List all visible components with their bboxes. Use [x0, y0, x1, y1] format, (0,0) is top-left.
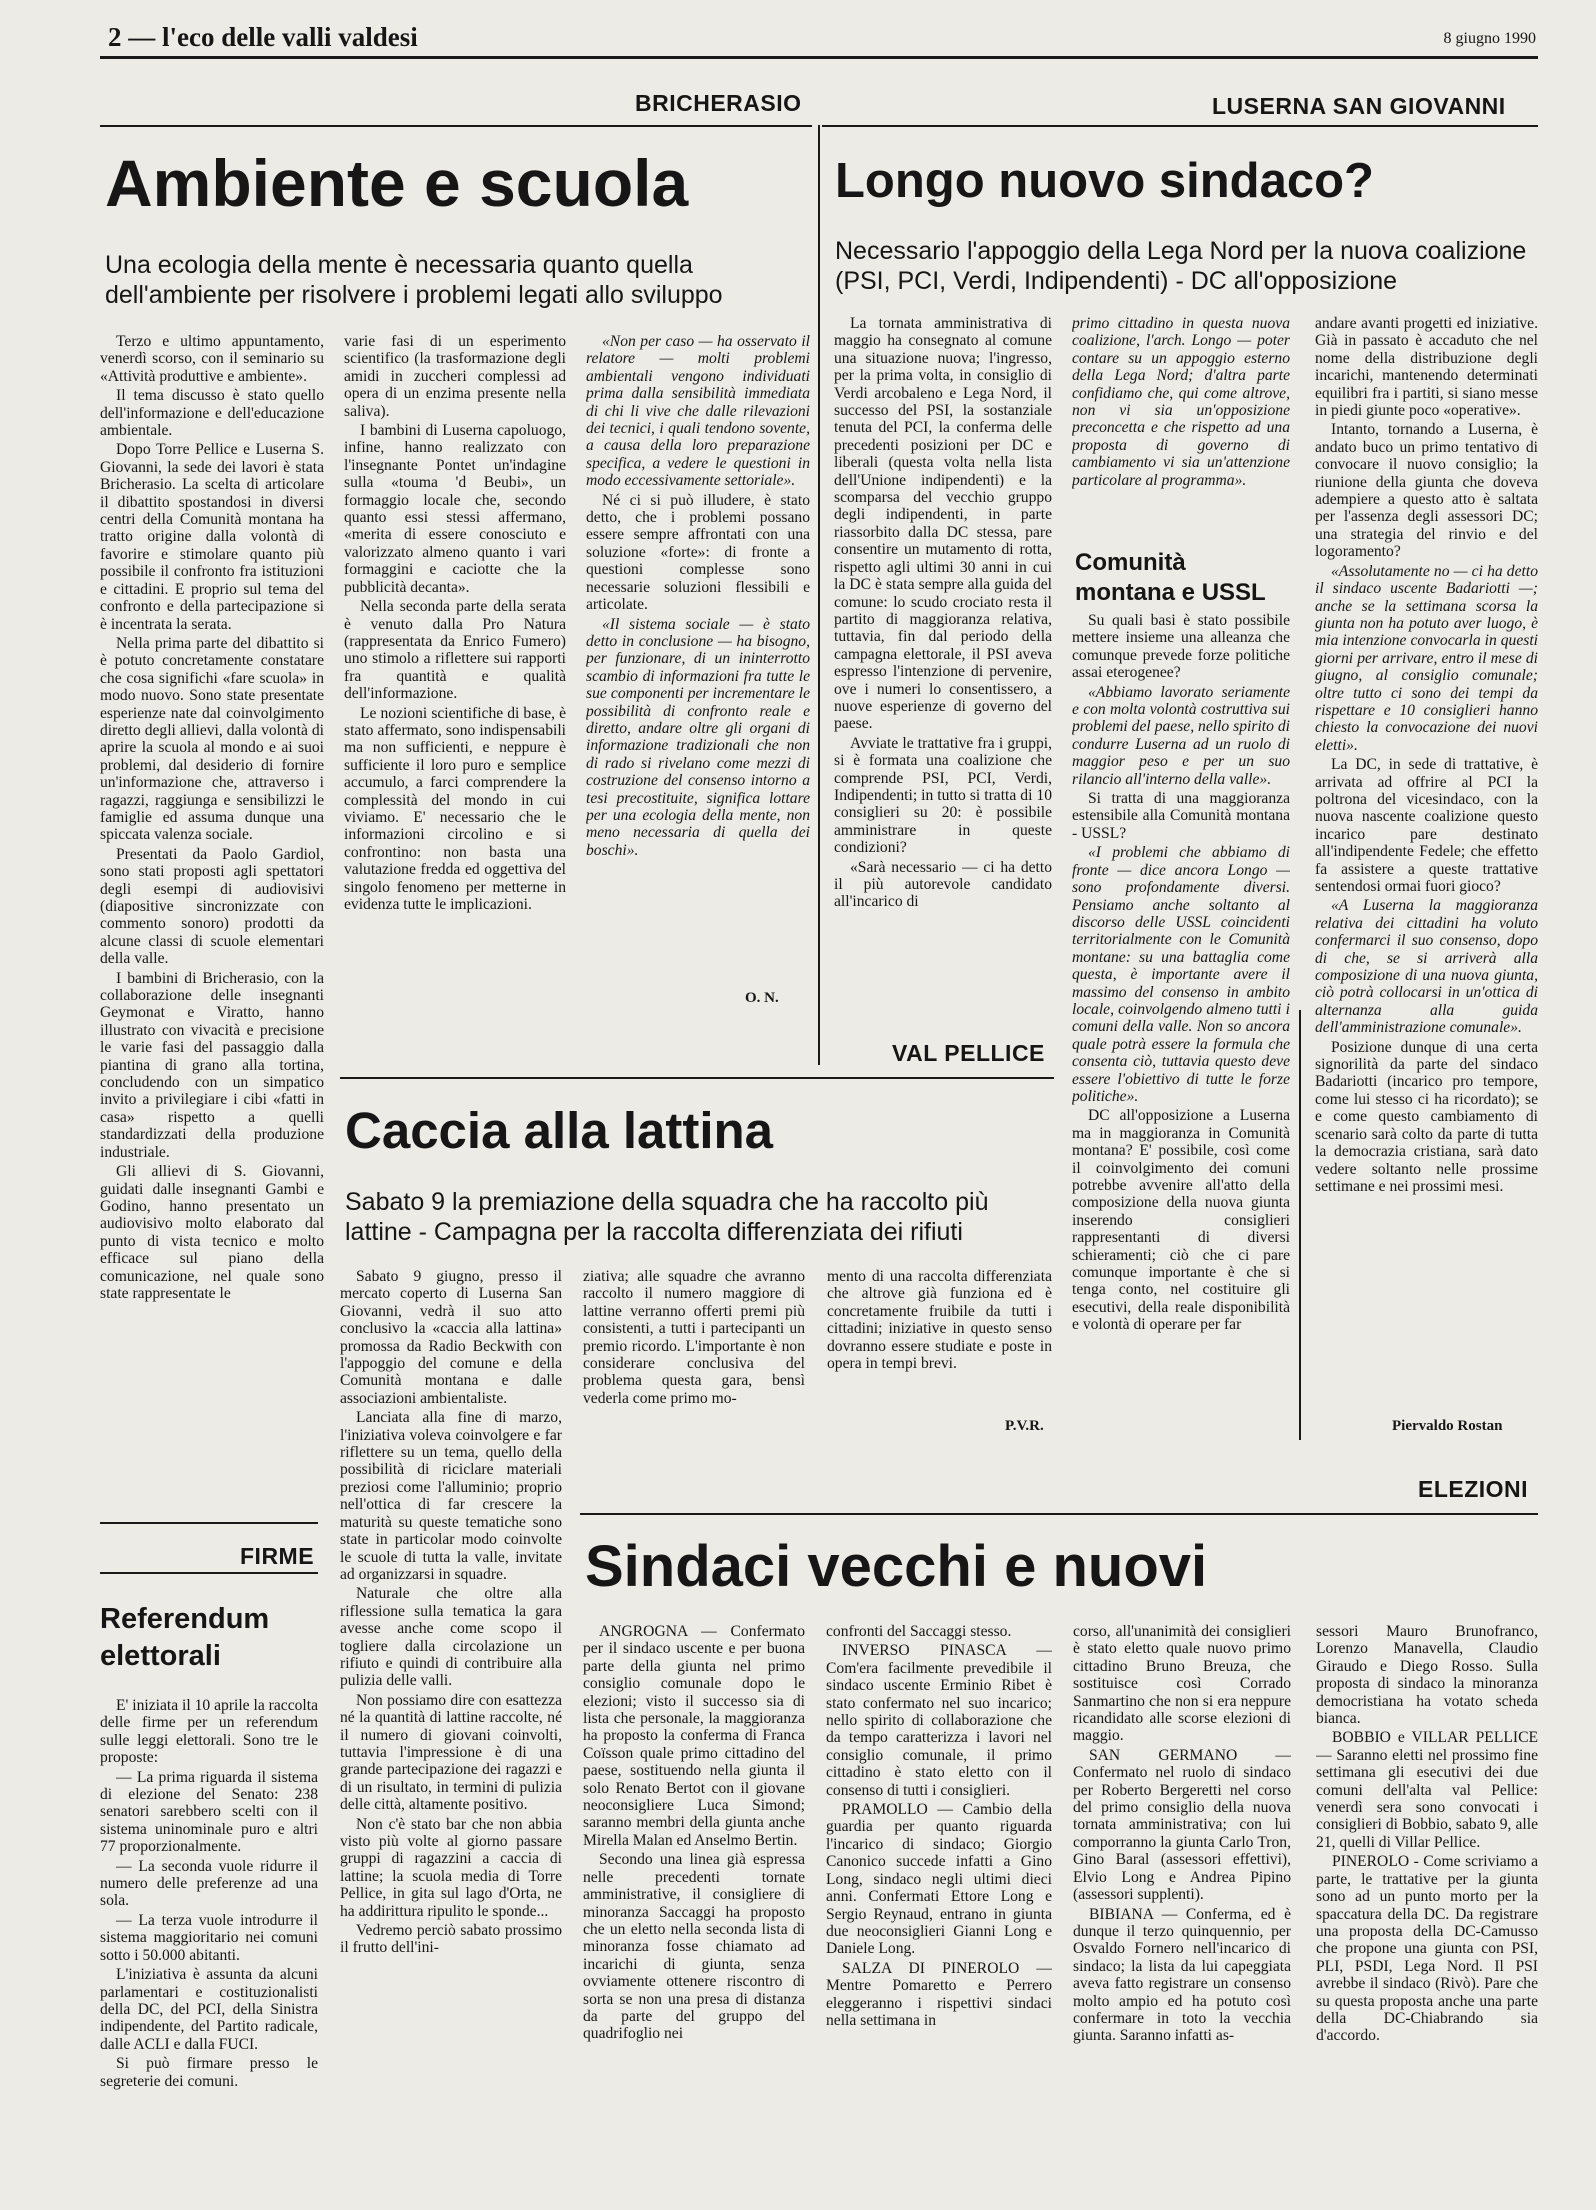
col-sindaci-2: [826, 1623, 1052, 2210]
paragraph: sessori Mauro Brunofranco, Lorenzo Manavella, Claudio Giraudo e Diego Rosso. Sulla proposta di sindaco la minoranza democristiana ha votato scheda bianca.: [1316, 1623, 1538, 1728]
col-longo-3: [1315, 315, 1538, 1423]
paragraph: La tornata amministrativa di maggio ha consegnato al comune una situazione nuova; l'ingresso, per la prima volta, in consiglio di Verdi arcobaleno e Lega Nord, il successo del PSI, la sostanziale tenuta del PCI, la conferma delle precedenti posizioni per DC e liberali (questa volta nella lista dell'Unione indipendenti) e la scomparsa del vecchio gruppo degli indipendenti, in parte riassorbito dalla DC stessa, pare consentire un mutamento di rotta, rispetto agli ultimi 30 anni in cui la DC è stata sempre alla guida del comune: lo scudo crociato resta il partito di maggioranza relativa, tuttavia, fin dal periodo della campagna elettorale, il PSI aveva espresso l'intenzione di pervenire, ove i numeri lo consentissero, a nuove esperienze di governo del paese.: [834, 315, 1052, 733]
paragraph: Non c'è stato bar che non abbia visto più volte al giorno passare gruppi di ragazzini a caccia di lattine; la scuola media di Torre Pellice, in gita sul lago d'Orta, ne ha addirittura ripulito le sponde...: [340, 1815, 562, 1920]
paragraph: SALZA DI PINEROLO — Mentre Pomaretto e Perrero eleggeranno i rispettivi sindaci nella settimana in: [826, 1959, 1052, 2029]
signature-rostan: Piervaldo Rostan: [1392, 1418, 1503, 1434]
paragraph: — La prima riguarda il sistema di elezione del Senato: 238 senatori sarebbero scelti con il sistema uninominale puro e altri 77 proporzionalmente.: [100, 1768, 318, 1856]
paragraph: Lanciata alla fine di marzo, l'iniziativa voleva coinvolgere e far riflettere su un tema, quello della possibilità di riciclare materiali preziosi come l'alluminio; proprio nell'ottica di far crescere la maturità su queste tematiche sono state in particolar modo coinvolte le scuole di tutta la valle, invitate ad organizzarsi in squadre.: [340, 1409, 562, 1583]
col-caccia-2: [583, 1268, 805, 1413]
column-divider: [818, 125, 820, 1065]
paragraph: «Assolutamente no — ci ha detto il sindaco uscente Badariotti —; anche se la settimana scorsa la giunta non ha potuto aver luogo, è mia intenzione convocarla in questi giorni per arrivare, entro il mese di giugno, al consiglio comunale; oltre tutto ci sono dei tempi da rispettare e 10 consiglieri hanno chiesto la convocazione dei nuovi eletti».: [1315, 562, 1538, 754]
headline-longo: Longo nuovo sindaco?: [835, 154, 1374, 208]
paragraph: Il tema discusso è stato quello dell'informazione e dell'educazione ambientale.: [100, 387, 324, 440]
paragraph: mento di una raccolta differenziata che altrove già funziona ed è concretamente fruibile da tutti i cittadini; iniziative in questo senso dovranno essere studiate e poste in opera in tempi brevi.: [827, 1268, 1052, 1373]
kicker-luserna: LUSERNA SAN GIOVANNI: [1212, 93, 1506, 119]
deck-ambiente: Una ecologia della mente è necessaria quanto quella dell'ambiente per risolvere i problemi legati allo sviluppo: [105, 251, 723, 309]
paragraph: Nella seconda parte della serata è venuto dalla Pro Natura (rappresentata da Enrico Fumero) uno stimolo a riflettere sui rapporti fra quantità e qualità dell'informazione.: [344, 598, 566, 703]
paragraph: L'iniziativa è assunta da alcuni parlamentari e costituzionalisti della DC, del PCI, della Sinistra indipendente, del Partito radicale, dalle ACLI e dalla FUCI.: [100, 1966, 318, 2053]
headline-caccia: Caccia alla lattina: [345, 1102, 774, 1159]
paragraph: Nella prima parte del dibattito si è potuto concretamente constatare che cosa significhi «fare scuola» in modo nuovo. Sono state presentate esperienze nate dal coinvolgimento diretto degli allievi, dalla volontà di aprire la scuola al mondo e ai suoi problemi, dal desiderio di fornire un'informazione che, attraverso i ragazzi, raggiunga e sensibilizzi le famiglie ed assuma dunque una spiccata valenza sociale.: [100, 634, 324, 844]
signature-on: O. N.: [745, 990, 779, 1006]
signature-pvr: P.V.R.: [1005, 1418, 1044, 1434]
paragraph: ziativa; alle squadre che avranno raccolto il numero maggiore di lattine verranno offerti premi più consistenti, a tutti i partecipanti un premio ricordo. L'importante è non considerare conclusiva del problema questa gara, bensì vederla come primo mo-: [583, 1268, 805, 1407]
kicker-bricherasio: BRICHERASIO: [635, 90, 802, 116]
paragraph: «Non per caso — ha osservato il relatore — molti problemi ambientali vengono individuati prima dalla sensibilità immediata di chi li vive che dalle rilevazioni dei tecnici, i quali tendono sovente, a causa della loro preparazione specifica, a vedere le questioni in modo eccessivamente settoriale».: [586, 333, 810, 490]
paragraph: Presentati da Paolo Gardiol, sono stati proposti agli spettatori degli esempi di audiovisivi (diapositive sincronizzate con commento sonoro) prodotti da alcune classi di scuole elementari della valle.: [100, 845, 324, 968]
paragraph: Posizione dunque di una certa signorilità da parte del sindaco Badariotti (incarico pro tempore, come lui stesso ci ha ricordato); se e come questo cambiamento di scenario sarà colto da parte di tutta la democrazia cristiana, sarà dato vedere soltanto nelle prossime settimane e nei prossimi mesi.: [1315, 1038, 1538, 1195]
paragraph: — La terza vuole introdurre il sistema maggioritario nei comuni sotto i 50.000 abitanti.: [100, 1911, 318, 1964]
paragraph: Le nozioni scientifiche di base, è stato affermato, sono indispensabili ma non sufficienti, e neppure è sufficiente il loro puro e semplice accumulo, a farci comprendere la complessità del mondo in cui viviamo. E' necessario che le informazioni circolino e si confrontino: non basta una valutazione fredda ed oggettiva del singolo fenomeno per metterne in evidenza tutte le implicazioni.: [344, 704, 566, 913]
col-referendum: [100, 1697, 318, 2202]
rule-val-pellice: [340, 1077, 1054, 1079]
page-number: 2: [108, 22, 122, 52]
paragraph: Si può firmare presso le segreterie dei comuni.: [100, 2055, 318, 2090]
rule-firme-top: [100, 1522, 318, 1524]
paragraph: Su quali basi è stato possibile mettere insieme una alleanza che comunque prevede forze politiche assai eterogenee?: [1072, 612, 1290, 682]
paragraph: confronti del Saccaggi stesso.: [826, 1623, 1012, 1640]
col-sindaci-4: [1316, 1623, 1538, 2210]
headline-ambiente: Ambiente e scuola: [105, 146, 689, 220]
paragraph: «Abbiamo lavorato seriamente e con molta volontà costruttiva sui problemi del paese, nello spirito di condurre Luserna ad un ruolo di maggior peso e per un suo rilancio all'interno della valle».: [1072, 683, 1290, 788]
paragraph: Vedremo perciò sabato prossimo il frutto dell'ini-: [340, 1922, 562, 1957]
paragraph: E' iniziata il 10 aprile la raccolta delle firme per un referendum sulle leggi elettorali. Sono tre le proposte:: [100, 1697, 318, 1767]
paragraph: Terzo e ultimo appuntamento, venerdì scorso, con il seminario su «Attività produttive e ambiente».: [100, 333, 324, 385]
col-sindaci-1: [583, 1623, 805, 2210]
rule-firme: [100, 1572, 318, 1574]
paragraph: Sabato 9 giugno, presso il mercato coperto di Luserna San Giovanni, vedrà il suo atto conclusivo la «caccia alla lattina» promossa da Radio Beckwith con l'appoggio del comune e della Comunità montana e dalle associazioni ambientaliste.: [340, 1268, 562, 1407]
paragraph: I bambini di Luserna capoluogo, infine, hanno realizzato con l'insegnante Pontet un'indagine sulla «touma 'd Beubi», un formaggio locale che, secondo quanto essi stessi affermano, «merita di essere conosciuto e valorizzato almeno quanto i vari formaggini e caciotte che la pubblicità decanta».: [344, 422, 566, 596]
paragraph: PINEROLO - Come scriviamo a parte, le trattative per la giunta sono ad un punto morto per la spaccatura della DC. Da registrare una proposta della DC-Camusso che propone una giunta con PSI, PLI, PSDI, Lega Nord. Il PSI avrebbe il sindaco (Rivò). Pare che su questa proposta anche una parte della DC-Chiabrando sia d'accordo.: [1316, 1853, 1538, 2045]
col-longo-2a: [1072, 315, 1290, 545]
paragraph: BOBBIO e VILLAR PELLICE — Saranno eletti nel prossimo fine settimana gli esecutivi dei due comuni dell'alta val Pellice: venerdì sera sono convocati i consiglieri di Bobbio, sabato 9, alle 21, quelli di Villar Pellice.: [1316, 1729, 1538, 1851]
issue-date: 8 giugno 1990: [1443, 30, 1536, 47]
paragraph: Si tratta di una maggioranza estensibile alla Comunità montana - USSL?: [1072, 790, 1290, 842]
deck-caccia: Sabato 9 la premiazione della squadra che ha raccolto più lattine - Campagna per la raccolta differenziata dei rifiuti: [345, 1188, 989, 1246]
paragraph: «Il sistema sociale — è stato detto in conclusione — ha bisogno, per funzionare, di un ininterrotto scambio di informazioni fra tutte le sue componenti per incrementare le possibilità di confronto reale e diretto, andare oltre gli organi di informazione tradizionali che non di rado si rivelano come mezzi di costruzione del consenso intorno a tesi precostituite, significa lottare per una ecologia della mente, non meno necessaria di quella dei boschi».: [586, 615, 810, 859]
paragraph: Intanto, tornando a Luserna, è andato buco un primo tentativo di convocare il nuovo consiglio; la riunione della giunta che doveva adempiere a questo atto è saltata per l'assenza degli assessori DC; una strategia del rinvio e del logoramento?: [1315, 421, 1538, 561]
paragraph: «I problemi che abbiamo di fronte — dice ancora Longo — sono profondamente diversi. Pensiamo anche soltanto al discorso delle USSL coincidenti territorialmente con le Comunità montane: su una battaglia come questa, è importante avere il massimo del consenso in ambito locale, coinvolgendo almeno tutti i comuni della valle. Non so ancora quale potrà essere la formula che consenta ciò, tuttavia questo deve essere l'obiettivo di tutte le forze politiche».: [1072, 844, 1290, 1105]
rule-bricherasio: [100, 125, 812, 127]
col-longo-1: [834, 315, 1052, 1020]
paragraph: Secondo una linea già espressa nelle precedenti tornate amministrative, il consigliere di minoranza Saccaggi ha proposto che un eletto nella seconda lista di minoranza fosse chiamato ad incarichi di giunta, senza ovviamente ottenere riscontro di sorta se non una presa di distanza da parte del gruppo del quadrifoglio nei: [583, 1851, 805, 2043]
col-ambiente-3: [586, 333, 810, 1008]
headline-elettorali: elettorali: [100, 1640, 221, 1672]
paragraph: SAN GERMANO — Confermato nel ruolo di sindaco per Roberto Bergeretti nel corso del primo consiglio della nuova tornata amministrativa; con lui comporranno la giunta Carlo Tron, Gino Baral (assessori effettivi), Elvio Long e Andrea Pipino (assessori supplenti).: [1073, 1746, 1291, 1904]
paragraph: Naturale che oltre alla riflessione sulla tematica la gara avesse anche come scopo il togliere dalla circolazione un rifiuto e quindi di contribuire alla pulizia delle valli.: [340, 1585, 562, 1690]
paragraph: Gli allievi di S. Giovanni, guidati dalle insegnanti Gambi e Godino, hanno presentato un audiovisivo molto elaborato dal punto di vista tecnico e molto efficace sul piano della comunicazione, nel quale sono state rappresentate le: [100, 1163, 324, 1302]
rule-elezioni: [580, 1513, 1538, 1515]
masthead-rule: [100, 56, 1538, 59]
headline-sindaci: Sindaci vecchi e nuovi: [585, 1534, 1208, 1599]
col-ambiente-1: [100, 333, 324, 1513]
paragraph: Non possiamo dire con esattezza né la quantità di lattine raccolte, né il numero di giovani coinvolti, tuttavia l'impressione è di una grande partecipazione dei ragazzi e di un risultato, in termini di pulizia delle città, altamente positivo.: [340, 1691, 562, 1814]
kicker-elezioni: ELEZIONI: [1418, 1476, 1529, 1502]
paragraph: primo cittadino in questa nuova coalizione, l'arch. Longo — poter contare su un appoggio esterno della Lega Nord; d'altra parte confidiamo che, qui come altrove, non vi sia un'opposizione preconcetta e che rispetto ad una proposta di governo di cambiamento vi sia un'attenzione particolare al programma».: [1072, 315, 1290, 489]
subhead-comunita: Comunità montana e USSL: [1075, 549, 1266, 606]
newspaper-name: l'eco delle valli valdesi: [162, 22, 418, 52]
kicker-val-pellice: VAL PELLICE: [892, 1040, 1045, 1066]
deck-longo: Necessario l'appoggio della Lega Nord per la nuova coalizione (PSI, PCI, Verdi, Indipendenti) - DC all'opposizione: [835, 237, 1527, 295]
col-caccia-3: [827, 1268, 1052, 1413]
paragraph: andare avanti progetti ed iniziative. Già in passato è accaduto che nel nome della distribuzione degli incarichi, mantenendo determinati equilibri fra i partiti, si siano messe in piedi giunte poco «operative».: [1315, 315, 1538, 420]
paragraph: BIBIANA — Conferma, ed è dunque il terzo quinquennio, per Osvaldo Fornero nell'incarico di sindaco; la lista da lui capeggiata aveva fatto registrare un consenso molto ampio ed ha potuto così confermare in toto la vecchia giunta. Saranno infatti as-: [1073, 1905, 1291, 2045]
paragraph: ANGROGNA — Confermato per il sindaco uscente e per buona parte della giunta nel primo consiglio comunale dopo le elezioni; visto il successo sia di lista che personale, la maggioranza ha proposto la conferma di Franca Coïsson quale primo cittadino del paese, sostituendo nella giunta il solo Renato Bertot con il giovane neoconsigliere Luca Simond; saranno membri della giunta anche Mirella Malan ed Anselmo Bertin.: [583, 1623, 805, 1849]
paragraph: PRAMOLLO — Cambio della guardia per quanto riguarda l'incarico di sindaco; Giorgio Canonico succede infatti a Gino Long, sindaco negli ultimi dieci anni. Confermati Ettore Long e Sergio Reynaud, entrano in giunta due neoconsiglieri Gianni Long e Daniele Long.: [826, 1801, 1052, 1958]
paragraph: Dopo Torre Pellice e Luserna S. Giovanni, la sede dei lavori è stata Bricherasio. La scelta di articolare il dibattito spostandosi in diversi centri della Comunità montana ha tratto origine dalla volontà di favorire e stimolare quanto più possibile il confronto fra istituzioni e cittadini. E proprio sul tema del confronto e della partecipazione si è incentrata la serata.: [100, 441, 324, 633]
col-ambiente-2: [344, 333, 566, 1045]
column-divider: [1299, 1010, 1301, 1440]
paragraph: Né ci si può illudere, è stato detto, che i problemi possano essere sempre affrontati con una soluzione «forte»: di fronte a questioni complesse sono necessarie soluzioni flessibili e articolate.: [586, 491, 810, 614]
paragraph: «A Luserna la maggioranza relativa dei cittadini ha voluto confermarci il suo consenso, dopo di che, se si arriverà alla composizione di una nuova giunta, ciò potrà collocarsi in un'ottica di alternanza alla guida dell'amministrazione comunale».: [1315, 897, 1538, 1037]
paragraph: corso, all'unanimità dei consiglieri è stato eletto quale nuovo primo cittadino Bruno Breuza, che sostituisce così Corrado Sanmartino che non si era neppure ricandidato alle scorse elezioni di maggio.: [1073, 1623, 1291, 1745]
paragraph: DC all'opposizione a Luserna ma in maggioranza in Comunità montana? E' possibile, così come il coinvolgimento dei comuni potrebbe avvenire all'atto della composizione della nuova giunta inserendo consiglieri rappresentanti di diversi schieramenti; ciò che ci pare comunque importante è che si tenga conto, nel costituire gli esecutivi, della reale disponibilità e volontà di operare per far: [1072, 1107, 1290, 1334]
masthead-title: 2 — l'eco delle valli valdesi: [108, 22, 418, 52]
headline-referendum: Referendum: [100, 1603, 270, 1635]
kicker-firme: FIRME: [240, 1543, 315, 1569]
paragraph: Avviate le trattative fra i gruppi, si è formata una coalizione che comprende PSI, PCI, Verdi, Indipendenti; in tutto si tratta di 10 consiglieri su 20: è possibile amministrare in queste condizioni?: [834, 734, 1052, 857]
col-sindaci-3: [1073, 1623, 1291, 2210]
paragraph: La DC, in sede di trattative, è arrivata ad offrire al PCI la poltrona del vicesindaco, con la nuova nascente coalizione questo incarico pare destinato all'indipendente Fedele; che effetto fa assistere a queste trattative sentendosi ormai fuori gioco?: [1315, 756, 1538, 895]
col-caccia-1: [340, 1268, 562, 2210]
paragraph: — La seconda vuole ridurre il numero delle preferenze ad una sola.: [100, 1857, 318, 1910]
paragraph: «Sarà necessario — ci ha detto il più autorevole candidato all'incarico di: [834, 858, 1052, 911]
paragraph: varie fasi di un esperimento scientifico (la trasformazione degli amidi in zuccheri complessi ad opera di un enzima presente nella saliva).: [344, 333, 566, 420]
paragraph: I bambini di Bricherasio, con la collaborazione delle insegnanti Geymonat e Viratto, hanno illustrato con vivacità e precisione le varie fasi del passaggio dalla piantina di grano alla tortina, concludendo con un simpatico invito a privilegiare i cibi «fatti in casa» rispetto a quelli standardizzati della produzione industriale.: [100, 969, 324, 1161]
rule-luserna: [822, 125, 1538, 127]
paragraph: INVERSO PINASCA — Com'era facilmente prevedibile il sindaco uscente Erminio Ribet è stato confermato nel suo incarico; nello spirito di collaborazione che da tempo caratterizza i lavori nel consiglio comunale, il primo cittadino è stato eletto con il consenso di tutti i consiglieri.: [826, 1642, 1052, 1799]
